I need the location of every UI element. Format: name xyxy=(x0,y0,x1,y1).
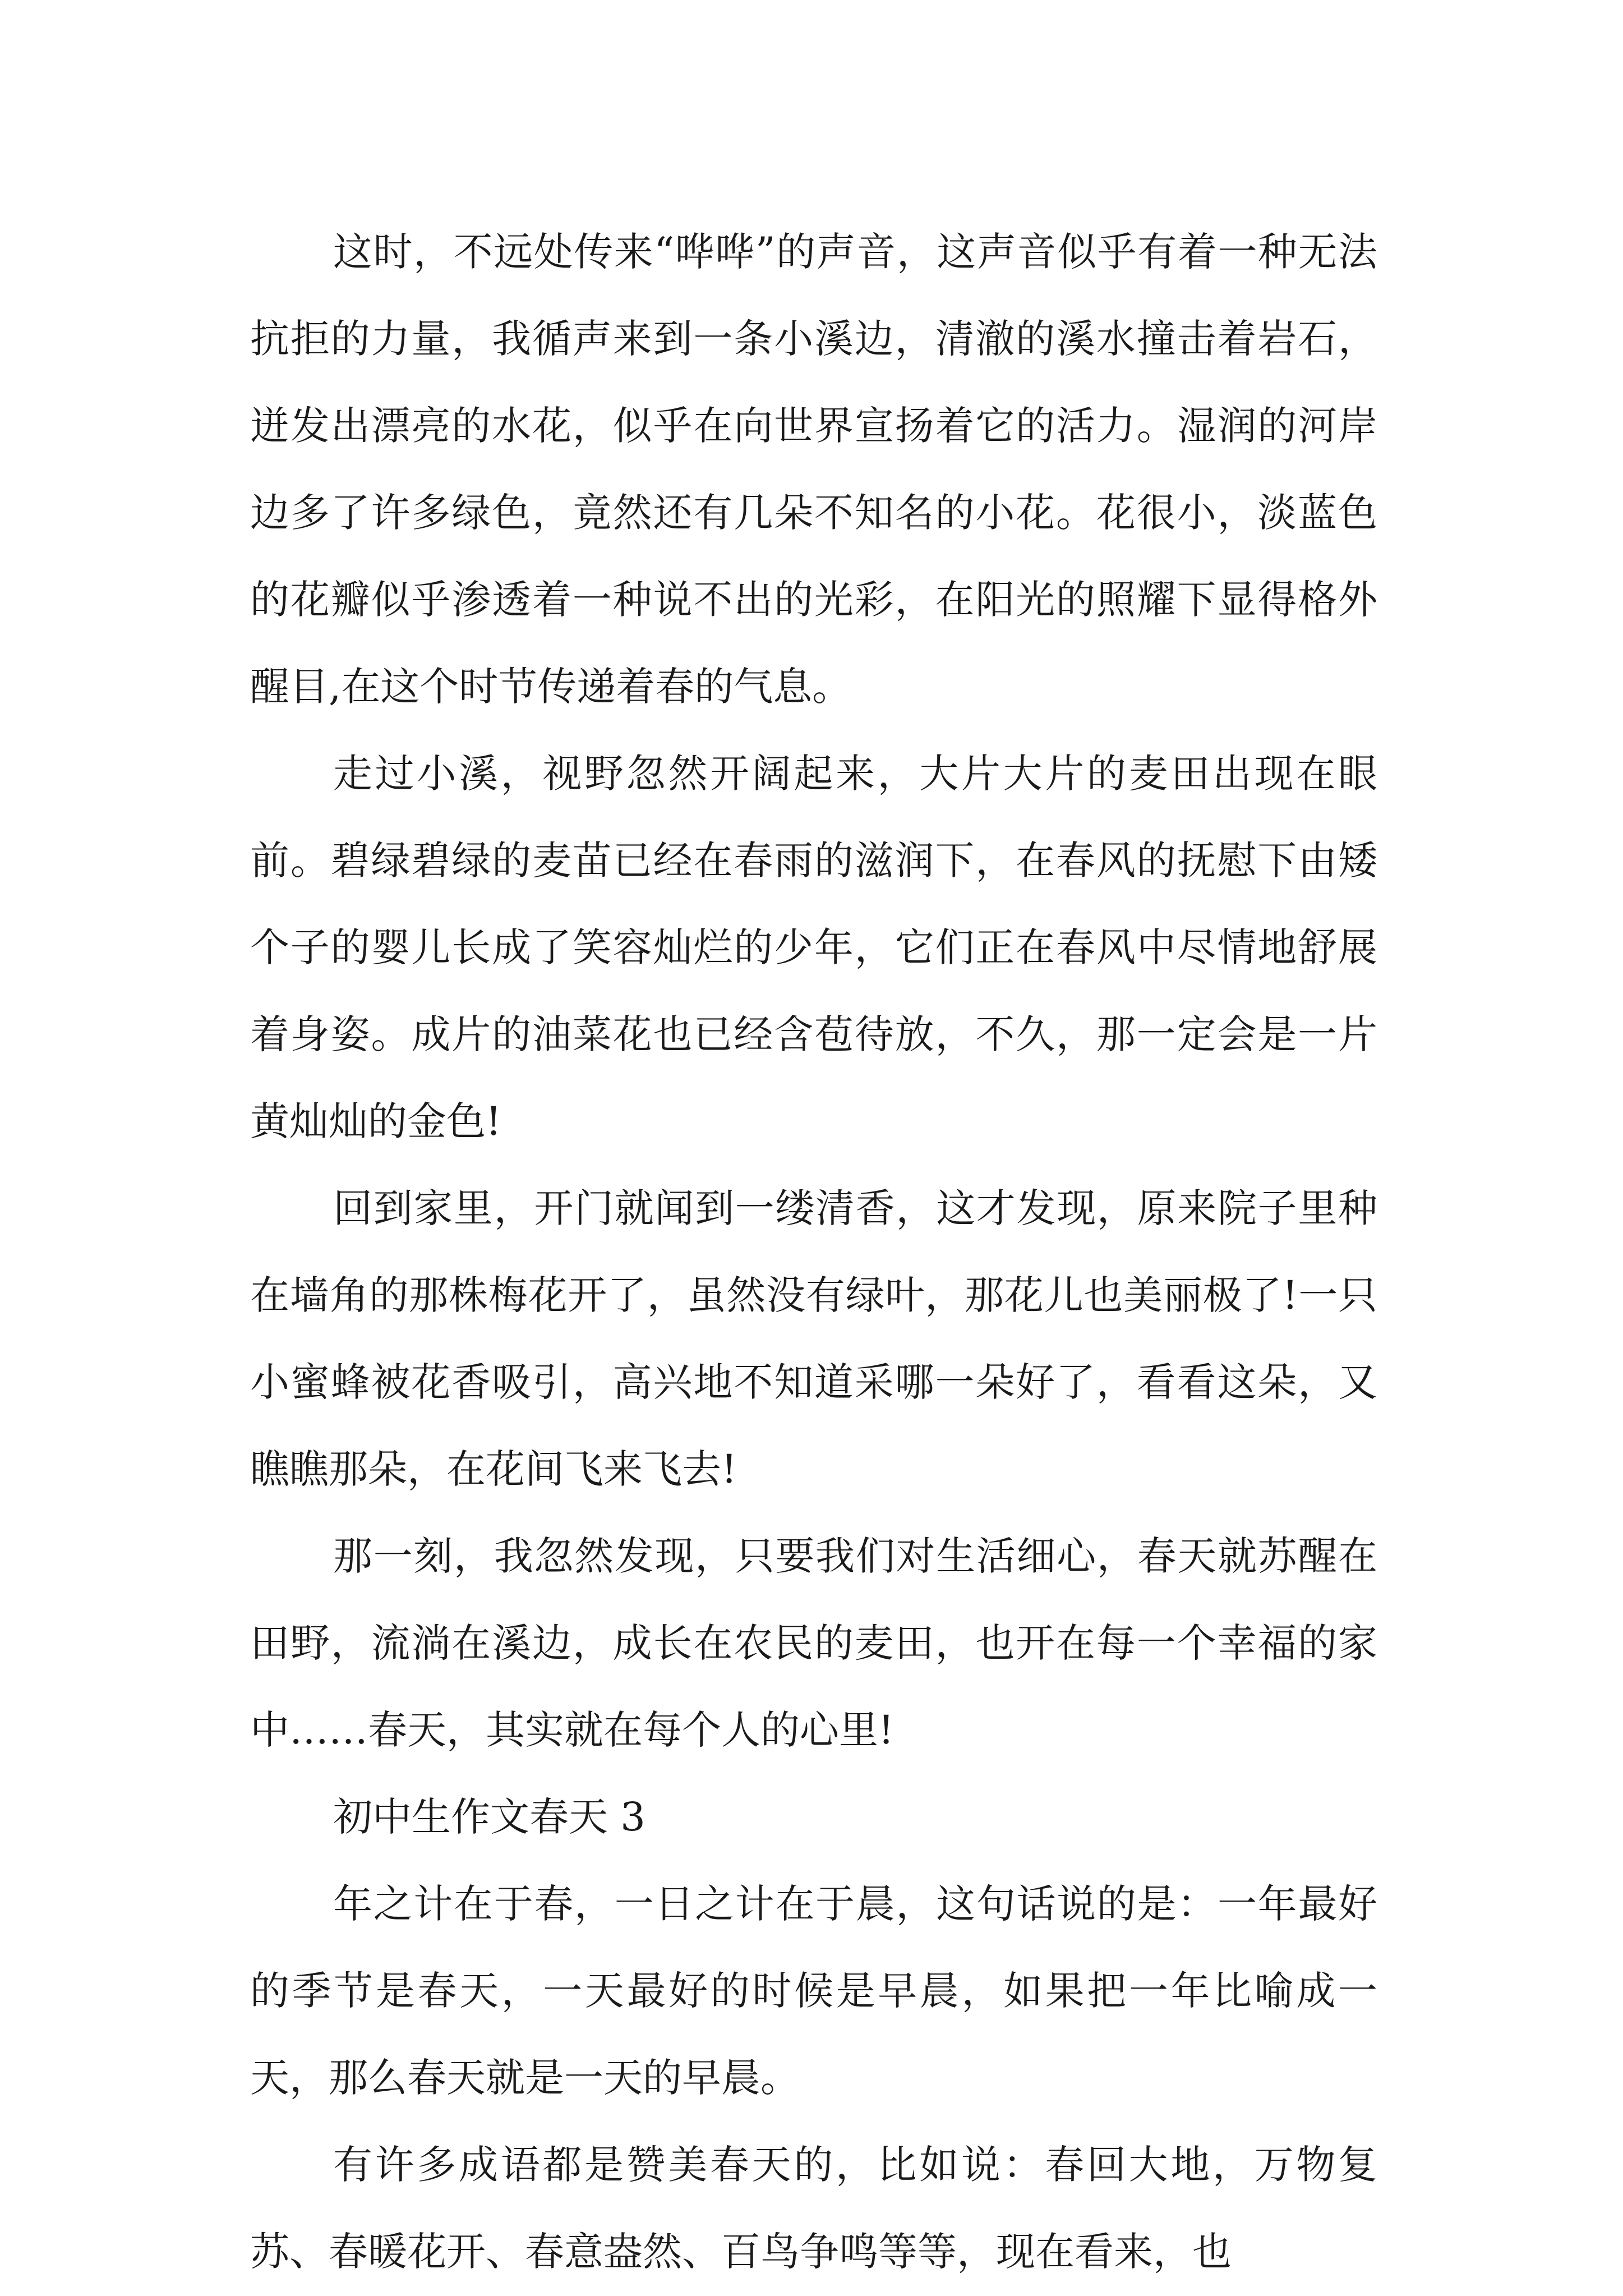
essay-heading: 初中生作文春天 3 xyxy=(333,1794,645,1840)
paragraph-wheat-field: 走过小溪，视野忽然开阔起来，大片大片的麦田出现在眼前。碧绿碧绿的麦苗已经在春雨的滋润下，在春风的抚慰下由矮个子的婴儿长成了笑容灿烂的少年，它们正在春风中尽情地舒展着身姿。成片的油菜花也已经含苞待放，不久，那一定会是一片黄灿灿的金色! xyxy=(250,751,1377,1144)
paragraph-spring-morning: 年之计在于春，一日之计在于晨，这句话说的是：一年最好的季节是春天，一天最好的时候是早晨，如果把一年比喻成一天，那么春天就是一天的早晨。 xyxy=(250,1881,1377,2101)
paragraph-plum-blossom: 回到家里，开门就闻到一缕清香，这才发现，原来院子里种在墙角的那株梅花开了，虽然没有绿叶，那花儿也美丽极了!一只小蜜蜂被花香吸引，高兴地不知道采哪一朵好了，看看这朵，又瞧瞧那朵，在花间飞来飞去! xyxy=(250,1185,1377,1492)
paragraph-stream: 这时，不远处传来“哗哗”的声音，这声音似乎有着一种无法抗拒的力量，我循声来到一条小溪边，清澈的溪水撞击着岩石，迸发出漂亮的水花，似乎在向世界宣扬着它的活力。湿润的河岸边多了许多绿色，竟然还有几朵不知名的小花。花很小，淡蓝色的花瓣似乎渗透着一种说不出的光彩，在阳光的照耀下显得格外醒目,在这个时节传递着春的气息。 xyxy=(250,229,1377,710)
paragraph-idioms: 有许多成语都是赞美春天的，比如说：春回大地，万物复苏、春暖花开、春意盎然、百鸟争鸣等等，现在看来，也 xyxy=(250,2142,1377,2275)
paragraph-realization: 那一刻，我忽然发现，只要我们对生活细心，春天就苏醒在田野，流淌在溪边，成长在农民的麦田，也开在每一个幸福的家中……春天，其实就在每个人的心里! xyxy=(250,1533,1377,1753)
document-body xyxy=(250,209,1377,2295)
